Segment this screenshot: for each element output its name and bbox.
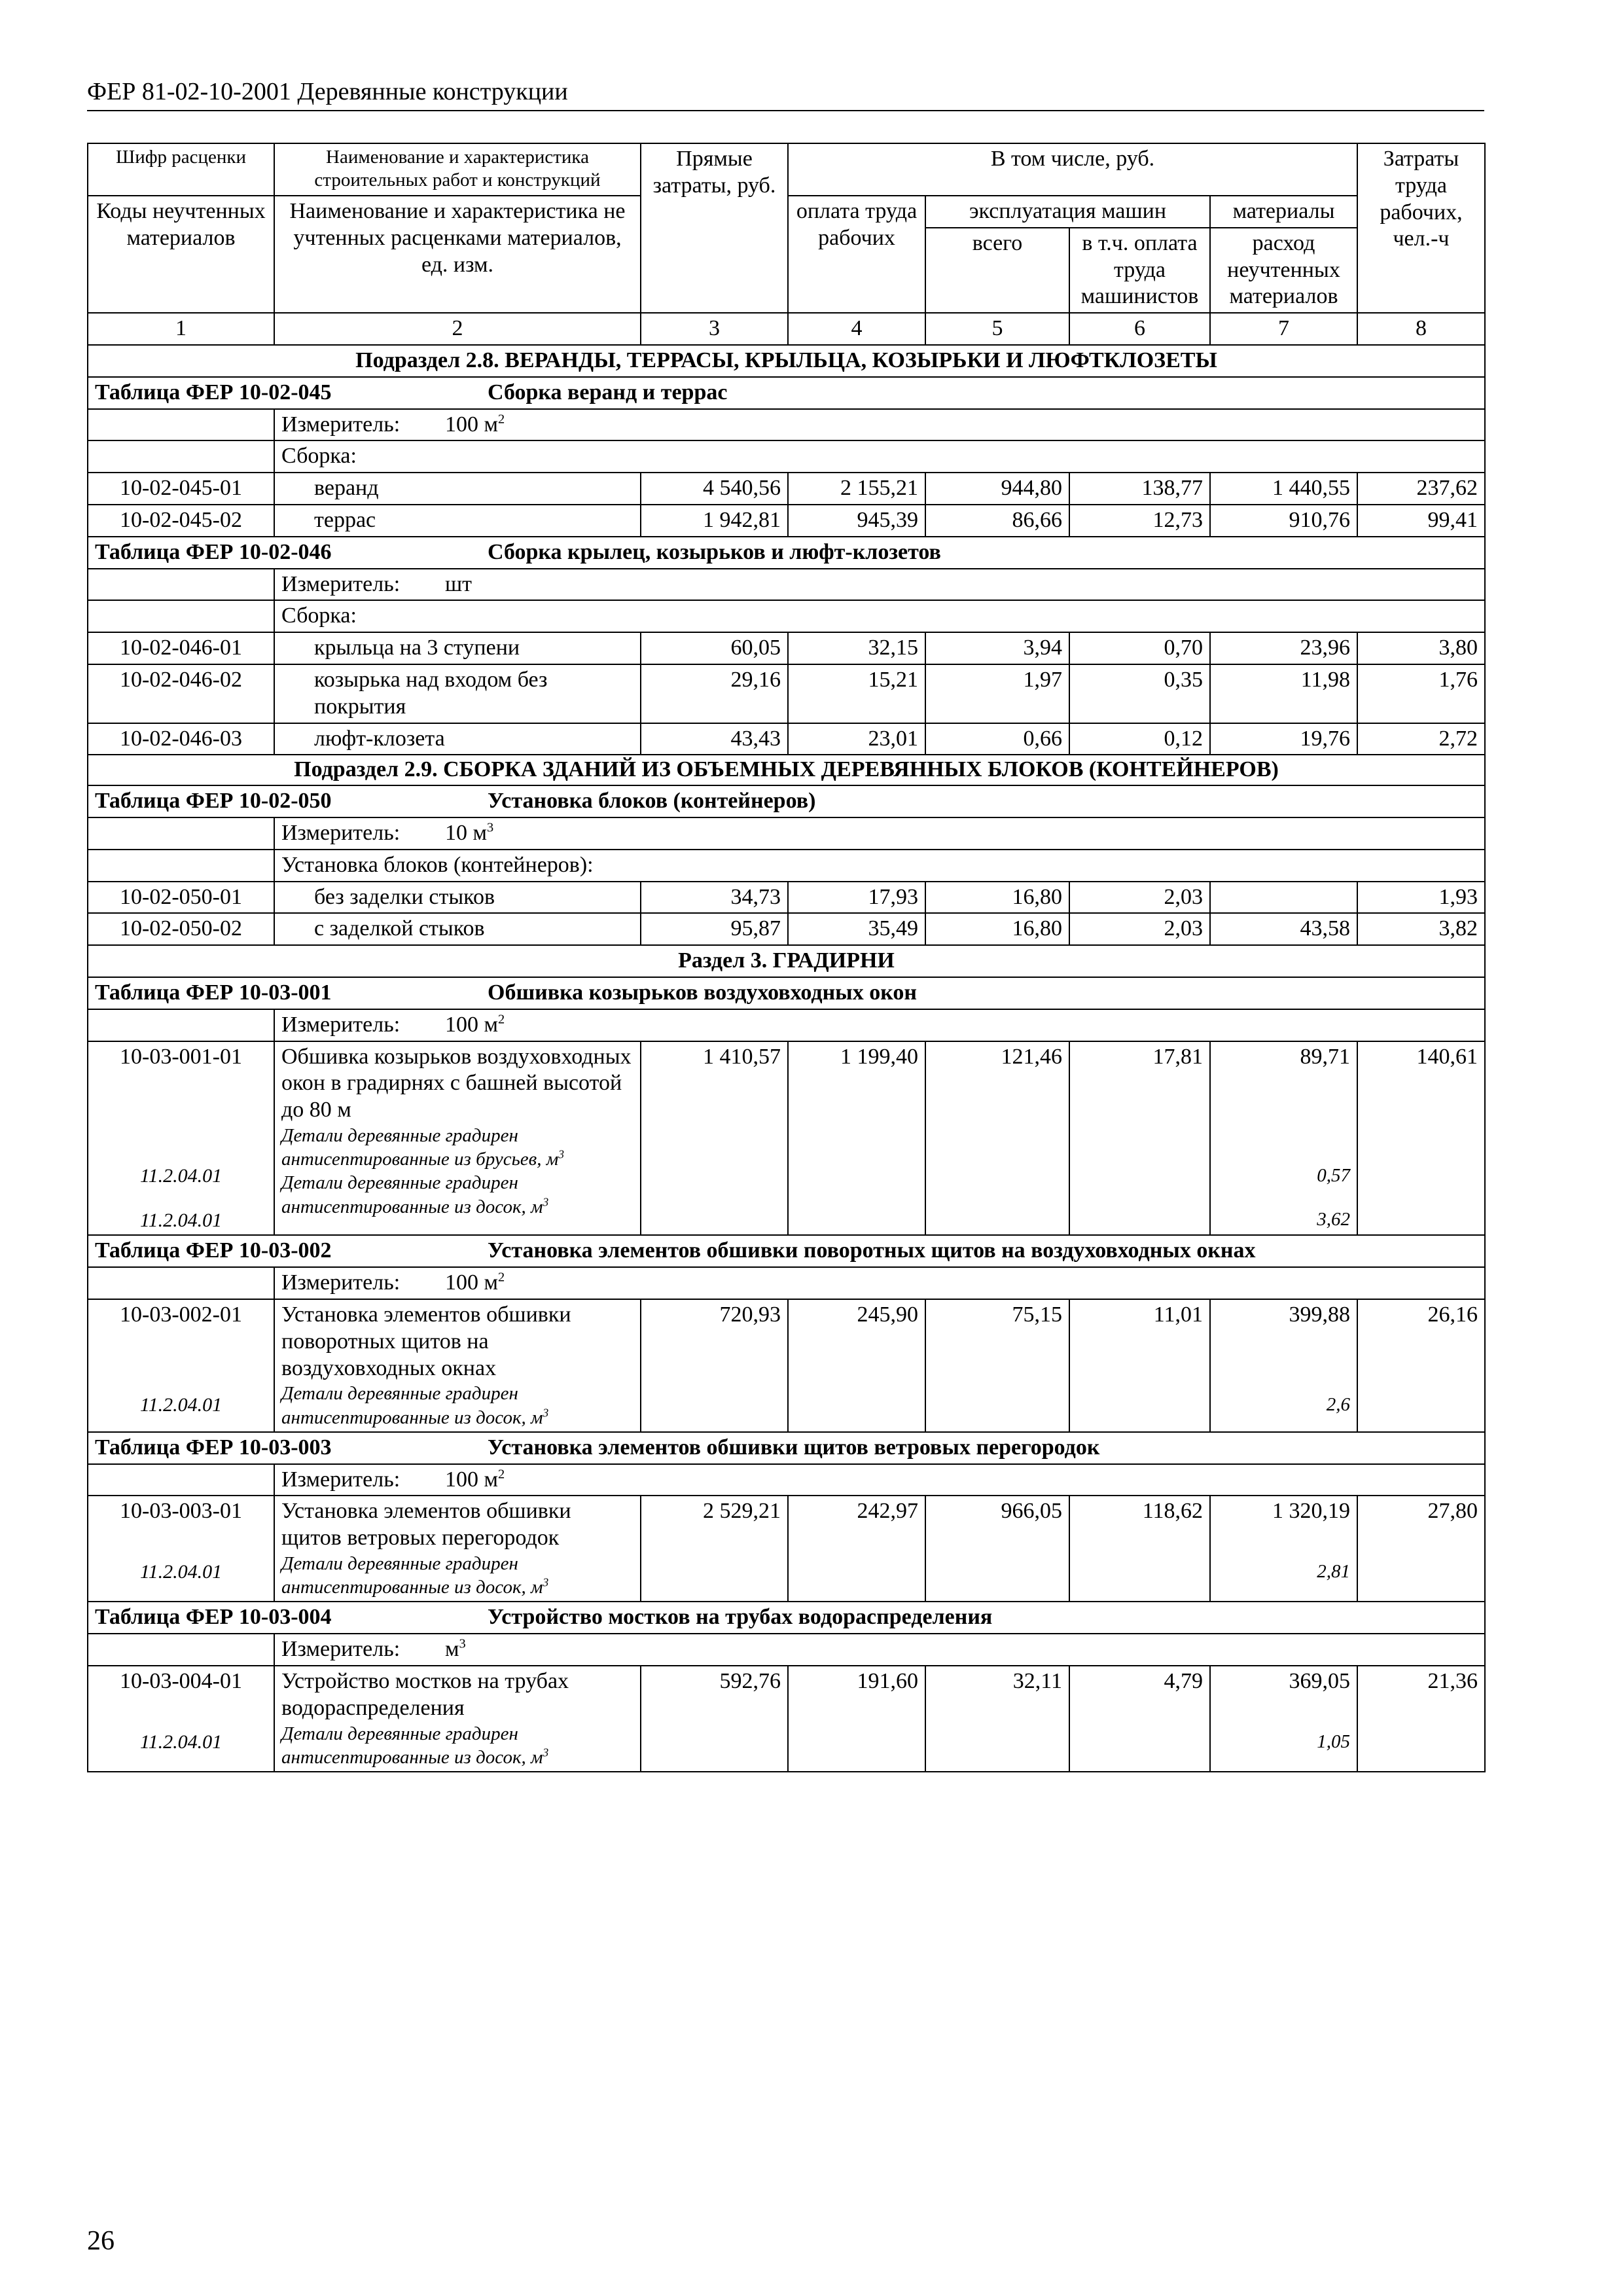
material-name: Детали деревянные градирен антисептированные из досок, $м^3$ (281, 1552, 549, 1598)
measure-row (274, 1634, 1485, 1666)
measure-value: 100 м (445, 412, 499, 437)
table-number: Таблица ФЕР 10-02-050 (95, 789, 332, 814)
material-code: 11.2.04.01 (139, 1393, 223, 1416)
labor-hours: 1,93 (1357, 882, 1485, 914)
material-code: 11.2.04.01 (139, 1731, 223, 1753)
measure-row (274, 817, 1485, 850)
table-heading (88, 785, 1485, 817)
col-number: 7 (1210, 313, 1357, 345)
measure-row (274, 1464, 1485, 1496)
machines-total: 3,94 (925, 632, 1069, 664)
measure-value: 100 м (445, 1467, 499, 1492)
table-row (88, 473, 1485, 505)
materials: 399,88 (1289, 1302, 1350, 1327)
measure-sup: 2 (498, 1467, 505, 1482)
direct-cost: 29,16 (641, 664, 788, 723)
material-name: Детали деревянные градирен антисептированные из досок, $м^3$ (281, 1383, 549, 1428)
machines-total: 16,80 (925, 913, 1069, 945)
machines-operator-pay: 2,03 (1069, 913, 1210, 945)
labor-pay: 35,49 (788, 913, 925, 945)
measure-sup: 3 (459, 1636, 466, 1651)
header-materials: материалы (1210, 196, 1357, 228)
section-title: Раздел 3. ГРАДИРНИ (88, 945, 1485, 977)
rate-code: 10-02-050-02 (88, 913, 274, 945)
table-row (88, 723, 1485, 755)
table-row (88, 1666, 1485, 1772)
header-including: В том числе, руб. (788, 143, 1357, 196)
table-title: Сборка крылец, козырьков и люфт-клозетов (488, 539, 941, 564)
table-number: Таблица ФЕР 10-03-003 (95, 1435, 332, 1460)
measure-label: Измеритель: (281, 571, 401, 596)
table-number: Таблица ФЕР 10-03-002 (95, 1238, 332, 1263)
labor-pay: 23,01 (788, 723, 925, 755)
materials: 23,96 (1210, 632, 1357, 664)
material-qty: 0,57 (1317, 1165, 1350, 1187)
table-heading (88, 537, 1485, 569)
material-qty: 3,62 (1317, 1208, 1350, 1230)
rates-table (87, 143, 1486, 1772)
measure-label: Измеритель: (281, 1467, 401, 1492)
measure-label: Измеритель: (281, 1270, 401, 1295)
machines-total: 966,05 (925, 1496, 1069, 1602)
measure-value: м (445, 1637, 459, 1662)
table-heading (88, 1602, 1485, 1634)
table-number: Таблица ФЕР 10-02-045 (95, 380, 332, 404)
header-materials-sub: расход неучтенных материалов (1210, 228, 1357, 313)
rate-name: веранд (274, 473, 641, 505)
rate-code: 10-02-045-01 (88, 473, 274, 505)
machines-total: 86,66 (925, 505, 1069, 537)
header-labor-pay: оплата труда рабочих (788, 196, 925, 313)
machines-operator-pay: 17,81 (1069, 1041, 1210, 1236)
labor-pay: 1 199,40 (788, 1041, 925, 1236)
materials: 11,98 (1210, 664, 1357, 723)
material-qty: 2,6 (1326, 1393, 1350, 1415)
table-number: Таблица ФЕР 10-02-046 (95, 539, 332, 564)
direct-cost: 2 529,21 (641, 1496, 788, 1602)
table-row (88, 505, 1485, 537)
material-code: 11.2.04.01 (139, 1209, 223, 1231)
table-title: Установка блоков (контейнеров) (488, 789, 816, 814)
measure-label: Измеритель: (281, 820, 401, 845)
material-name: Детали деревянные градирен антисептированные из брусьев, $м^3$ (281, 1124, 564, 1170)
table-row (88, 1299, 1485, 1432)
labor-hours: 3,80 (1357, 632, 1485, 664)
subsection-title: Подраздел 2.8. ВЕРАНДЫ, ТЕРРАСЫ, КРЫЛЬЦА, КОЗЫРЬКИ И ЛЮФТКЛОЗЕТЫ (88, 345, 1485, 377)
machines-operator-pay: 4,79 (1069, 1666, 1210, 1772)
machines-total: 75,15 (925, 1299, 1069, 1432)
header-name-unaccounted: Наименование и характеристика не учтенных расценками материалов, ед. изм. (274, 196, 641, 313)
header-direct: Прямые затраты, руб. (641, 143, 788, 313)
direct-cost: 720,93 (641, 1299, 788, 1432)
measure-sup: 2 (498, 1270, 505, 1285)
rate-code: 10-02-046-03 (88, 723, 274, 755)
header-machines-total: всего (925, 228, 1069, 313)
machines-total: 0,66 (925, 723, 1069, 755)
col-number: 1 (88, 313, 274, 345)
labor-hours: 99,41 (1357, 505, 1485, 537)
rate-name: козырька над входом без покрытия (274, 664, 641, 723)
machines-operator-pay: 2,03 (1069, 882, 1210, 914)
labor-pay: 245,90 (788, 1299, 925, 1432)
rate-code: 10-02-046-02 (88, 664, 274, 723)
measure-value: 100 м (445, 1270, 499, 1295)
group-label: Сборка: (274, 600, 1485, 632)
measure-row (274, 409, 1485, 441)
measure-label: Измеритель: (281, 1637, 401, 1662)
rate-name: террас (274, 505, 641, 537)
col-number: 2 (274, 313, 641, 345)
table-number: Таблица ФЕР 10-03-001 (95, 980, 332, 1005)
table-row (88, 913, 1485, 945)
machines-operator-pay: 0,12 (1069, 723, 1210, 755)
measure-value: шт (445, 571, 473, 596)
rate-name: с заделкой стыков (274, 913, 641, 945)
machines-operator-pay: 0,35 (1069, 664, 1210, 723)
labor-pay: 15,21 (788, 664, 925, 723)
measure-sup: 2 (498, 1012, 505, 1027)
measure-value: 100 м (445, 1012, 499, 1037)
rate-name: Обшивка козырьков воздуховходных окон в градирнях с башней высотой до 80 м (281, 1044, 632, 1122)
direct-cost: 4 540,56 (641, 473, 788, 505)
header-name: Наименование и характеристика строительных работ и конструкций (274, 143, 641, 196)
material-name: Детали деревянные градирен антисептированные из досок, $м^3$ (281, 1723, 549, 1768)
rate-name: крыльца на 3 ступени (274, 632, 641, 664)
labor-hours: 21,36 (1357, 1666, 1485, 1772)
table-row (88, 1041, 1485, 1236)
material-code: 11.2.04.01 (139, 1561, 223, 1583)
machines-total: 944,80 (925, 473, 1069, 505)
rate-name: без заделки стыков (274, 882, 641, 914)
group-label: Сборка: (274, 440, 1485, 473)
direct-cost: 95,87 (641, 913, 788, 945)
material-name: Детали деревянные градирен антисептированные из досок, $м^3$ (281, 1172, 549, 1217)
measure-row (274, 1009, 1485, 1041)
measure-label: Измеритель: (281, 1012, 401, 1037)
labor-hours: 26,16 (1357, 1299, 1485, 1432)
rate-code: 10-03-002-01 (120, 1302, 242, 1327)
rate-code: 10-03-001-01 (120, 1044, 242, 1069)
labor-pay: 2 155,21 (788, 473, 925, 505)
col-number: 8 (1357, 313, 1485, 345)
measure-row (274, 1267, 1485, 1299)
rate-code: 10-02-046-01 (88, 632, 274, 664)
table-heading (88, 977, 1485, 1009)
rate-name: люфт-клозета (274, 723, 641, 755)
measure-value: 10 м (445, 820, 488, 845)
col-number: 3 (641, 313, 788, 345)
labor-hours: 237,62 (1357, 473, 1485, 505)
rate-code: 10-03-003-01 (120, 1499, 242, 1524)
header-labor: Затраты труда рабочих, чел.-ч (1357, 143, 1485, 313)
material-code: 11.2.04.01 (139, 1165, 223, 1187)
direct-cost: 60,05 (641, 632, 788, 664)
machines-operator-pay: 0,70 (1069, 632, 1210, 664)
materials: 89,71 (1300, 1044, 1350, 1069)
material-qty: 1,05 (1317, 1731, 1350, 1752)
machines-total: 32,11 (925, 1666, 1069, 1772)
machines-total: 1,97 (925, 664, 1069, 723)
page-number: 26 (87, 2226, 115, 2256)
materials: 910,76 (1210, 505, 1357, 537)
table-number: Таблица ФЕР 10-03-004 (95, 1605, 332, 1630)
rate-name: Установка элементов обшивки поворотных щитов на воздуховходных окнах (281, 1302, 571, 1380)
machines-operator-pay: 12,73 (1069, 505, 1210, 537)
header-machines: эксплуатация машин (925, 196, 1210, 228)
material-qty: 2,81 (1317, 1561, 1350, 1583)
direct-cost: 34,73 (641, 882, 788, 914)
labor-pay: 32,15 (788, 632, 925, 664)
measure-label: Измеритель: (281, 412, 401, 437)
machines-operator-pay: 11,01 (1069, 1299, 1210, 1432)
labor-pay: 945,39 (788, 505, 925, 537)
table-heading (88, 1432, 1485, 1464)
header-code: Шифр расценки (88, 143, 274, 196)
materials: 19,76 (1210, 723, 1357, 755)
materials: 1 440,55 (1210, 473, 1357, 505)
labor-hours: 2,72 (1357, 723, 1485, 755)
materials: 43,58 (1210, 913, 1357, 945)
direct-cost: 592,76 (641, 1666, 788, 1772)
col-number: 5 (925, 313, 1069, 345)
materials: 1 320,19 (1272, 1499, 1350, 1524)
table-title: Обшивка козырьков воздуховходных окон (488, 980, 917, 1005)
col-number: 6 (1069, 313, 1210, 345)
machines-operator-pay: 138,77 (1069, 473, 1210, 505)
direct-cost: 1 410,57 (641, 1041, 788, 1236)
labor-hours: 3,82 (1357, 913, 1485, 945)
labor-pay: 17,93 (788, 882, 925, 914)
labor-hours: 27,80 (1357, 1496, 1485, 1602)
table-title: Устройство мостков на трубах водораспределения (488, 1605, 993, 1630)
rate-name: Устройство мостков на трубах водораспределения (281, 1669, 569, 1720)
labor-pay: 242,97 (788, 1496, 925, 1602)
direct-cost: 1 942,81 (641, 505, 788, 537)
header-row (88, 143, 1485, 196)
rate-code: 10-02-045-02 (88, 505, 274, 537)
materials (1210, 882, 1357, 914)
subsection-title: Подраздел 2.9. СБОРКА ЗДАНИЙ ИЗ ОБЪЕМНЫХ ДЕРЕВЯННЫХ БЛОКОВ (КОНТЕЙНЕРОВ) (88, 755, 1485, 785)
col-number: 4 (788, 313, 925, 345)
table-row (88, 882, 1485, 914)
rate-name: Установка элементов обшивки щитов ветровых перегородок (281, 1499, 571, 1551)
table-title: Сборка веранд и террас (488, 380, 728, 404)
table-row (88, 664, 1485, 723)
table-row (88, 1496, 1485, 1602)
labor-hours: 1,76 (1357, 664, 1485, 723)
direct-cost: 43,43 (641, 723, 788, 755)
header-codes-unaccounted: Коды неучтенных материалов (88, 196, 274, 313)
table-title: Установка элементов обшивки щитов ветровых перегородок (488, 1435, 1100, 1460)
labor-pay: 191,60 (788, 1666, 925, 1772)
materials: 369,05 (1289, 1669, 1350, 1694)
measure-row (274, 569, 1485, 601)
machines-total: 16,80 (925, 882, 1069, 914)
table-title: Установка элементов обшивки поворотных щитов на воздуховходных окнах (488, 1238, 1256, 1263)
rate-code: 10-02-050-01 (88, 882, 274, 914)
labor-hours: 140,61 (1357, 1041, 1485, 1236)
measure-sup: 2 (498, 412, 505, 427)
document-title: ФЕР 81-02-10-2001 Деревянные конструкции (87, 78, 568, 105)
table-row (88, 632, 1485, 664)
table-heading (88, 377, 1485, 409)
table-heading (88, 1235, 1485, 1267)
header-rule (87, 110, 1484, 111)
machines-operator-pay: 118,62 (1069, 1496, 1210, 1602)
column-numbers-row (88, 313, 1485, 345)
machines-total: 121,46 (925, 1041, 1069, 1236)
measure-sup: 3 (487, 820, 494, 835)
header-machines-incl: в т.ч. оплата труда машинистов (1069, 228, 1210, 313)
rate-code: 10-03-004-01 (120, 1669, 242, 1694)
group-label: Установка блоков (контейнеров): (274, 850, 1485, 882)
